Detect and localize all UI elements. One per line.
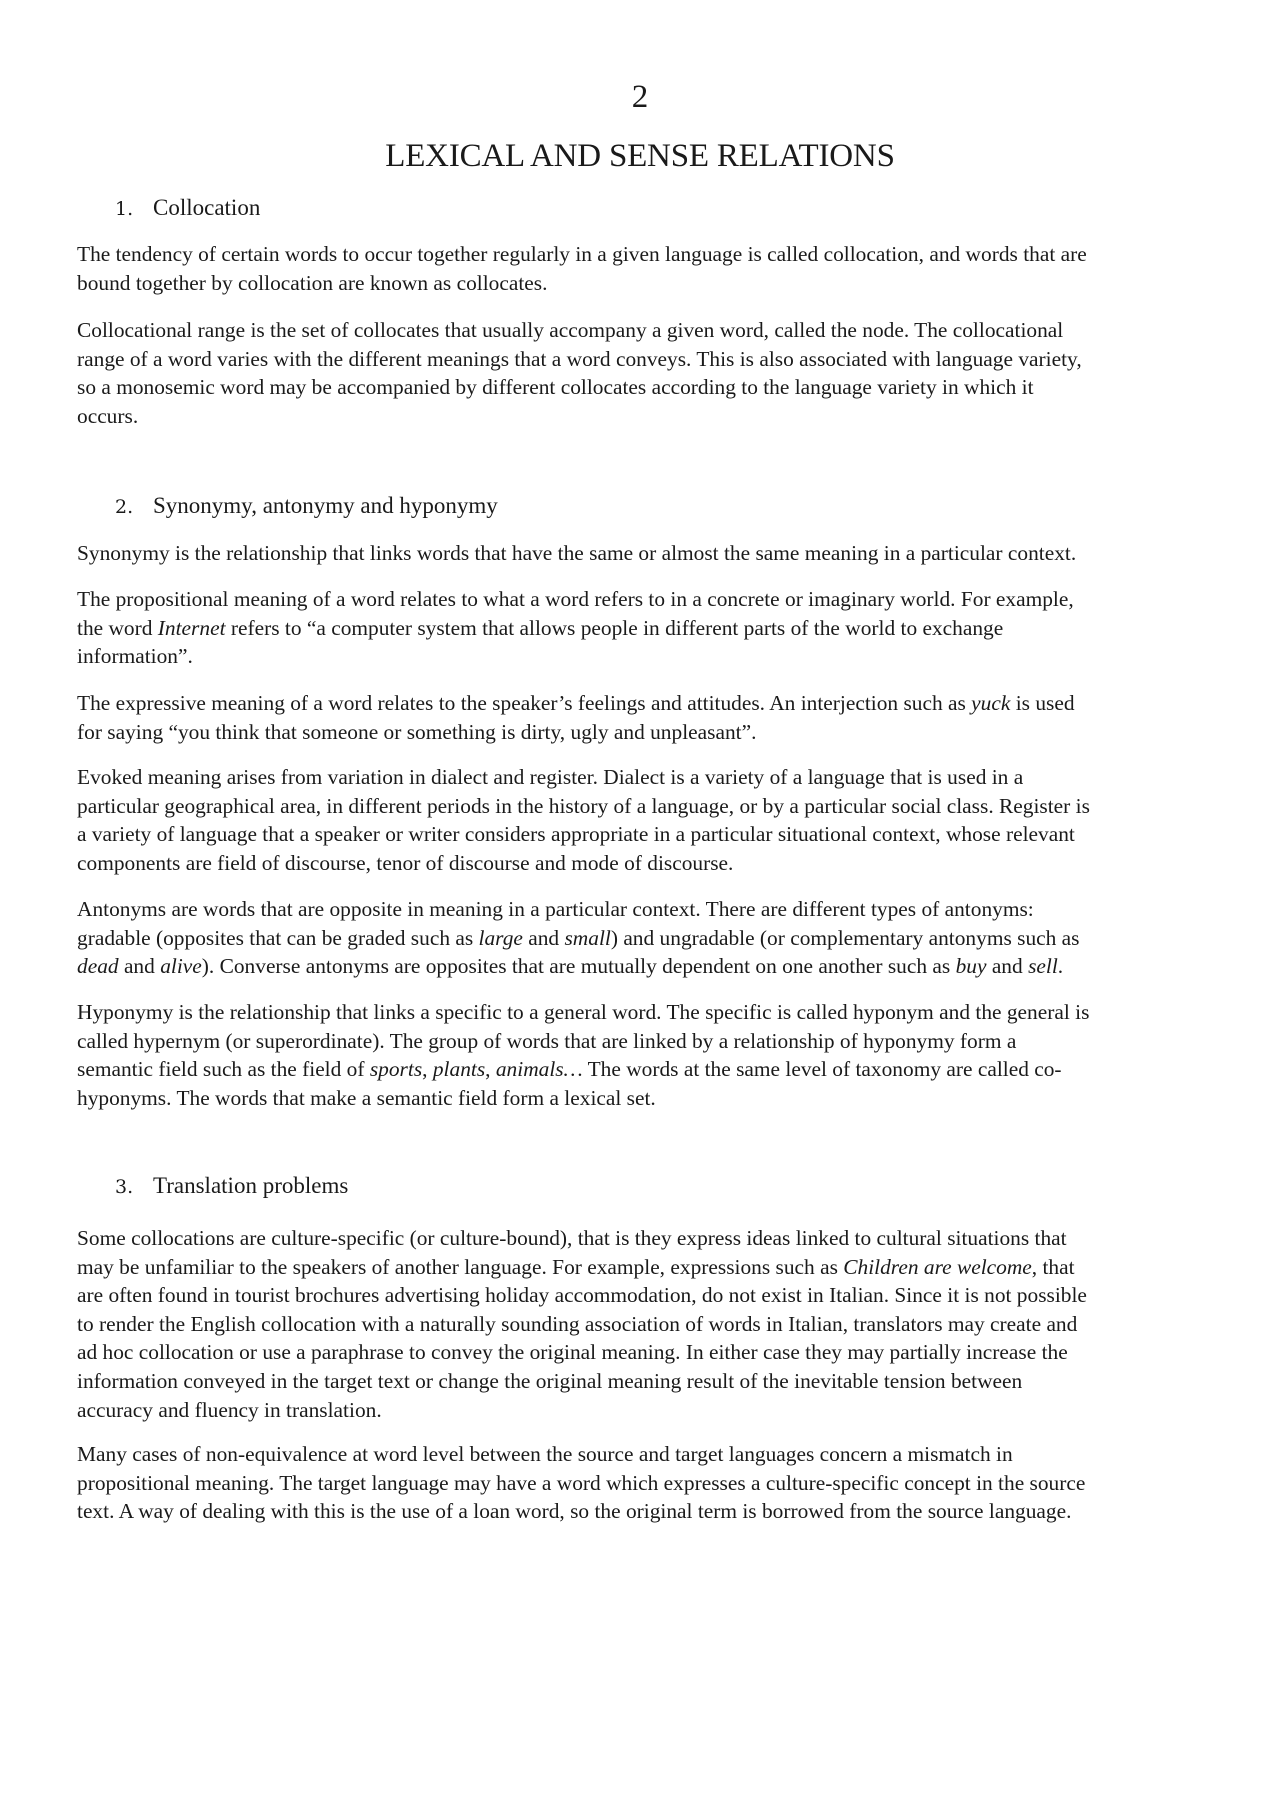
paragraph	[77, 763, 1207, 877]
text-run: information”.	[77, 644, 193, 669]
text-run: components are field of discourse, tenor of discourse and mode of discourse.	[77, 850, 734, 875]
text-line	[77, 792, 1207, 821]
text-run: range of a word varies with the different meanings that a word conveys. This is also associated with language variety,	[77, 346, 1082, 371]
text-run: and	[986, 954, 1029, 979]
text-line	[77, 718, 1207, 747]
text-run: ,	[485, 1057, 496, 1082]
text-line	[77, 998, 1207, 1027]
text-run: information conveyed in the target text or change the original meaning result of the inevitable tension between	[77, 1368, 1023, 1393]
italic-term: plants	[432, 1057, 486, 1082]
text-run: a variety of language that a speaker or writer considers appropriate in a particular situational context, whose relevant	[77, 822, 1075, 847]
text-line	[77, 1281, 1207, 1310]
paragraph	[77, 998, 1207, 1112]
text-run: .	[1057, 954, 1064, 979]
paragraph	[77, 895, 1207, 981]
italic-term: yuck	[971, 691, 1011, 715]
italic-term: small	[564, 925, 611, 950]
text-line	[77, 952, 1207, 981]
text-line	[77, 269, 1207, 298]
text-line	[77, 316, 1207, 345]
paragraph	[77, 316, 1207, 430]
section-title: Translation problems	[153, 1173, 349, 1198]
text-line	[77, 1027, 1207, 1056]
text-run: is used	[1010, 691, 1075, 715]
section-number: 3.	[115, 1176, 134, 1198]
text-line	[77, 849, 1207, 878]
paragraph	[77, 539, 1207, 568]
section-heading-synonymy	[115, 492, 498, 521]
italic-term: dead	[77, 954, 119, 979]
text-run: ,	[422, 1057, 433, 1082]
text-line	[77, 539, 1207, 568]
text-run: ad hoc collocation or use a paraphrase to convey the original meaning. In either case they may partially increase the	[77, 1340, 1068, 1365]
text-run: are often found in tourist brochures advertising holiday accommodation, do not exist in Italian. Since it is not possible	[77, 1283, 1087, 1308]
italic-term: Internet	[157, 615, 226, 640]
text-line	[77, 1338, 1207, 1367]
paragraph	[77, 689, 1207, 746]
text-run: occurs.	[77, 403, 139, 428]
text-line	[77, 240, 1207, 269]
text-run: The words at the same level of taxonomy are called co-	[582, 1057, 1062, 1082]
text-line	[77, 1367, 1207, 1396]
text-run: particular geographical area, in different periods in the history of a language, or by a particular social class. Register is	[77, 793, 1090, 818]
text-run: Evoked meaning arises from variation in dialect and register. Dialect is a variety of a language that is used in a	[77, 765, 1024, 789]
text-run: called hypernym (or superordinate). The group of words that are linked by a relationship of hyponymy form a	[77, 1028, 1017, 1053]
chapter-number: 2	[631, 79, 649, 115]
text-line	[77, 1497, 1207, 1526]
text-line	[77, 689, 1207, 718]
text-run: and	[118, 954, 161, 979]
text-line	[77, 1055, 1207, 1084]
text-run: so a monosemic word may be accompanied by different collocates according to the language variety in which it	[77, 375, 1034, 400]
text-run: bound together by collocation are known as collocates.	[77, 270, 548, 295]
section-title: Collocation	[153, 195, 261, 220]
italic-term: large	[478, 925, 523, 950]
text-run: for saying “you think that someone or something is dirty, ugly and unpleasant”.	[77, 719, 757, 744]
text-run: Hyponymy is the relationship that links a specific to a general word. The specific is called hyponym and the general is	[77, 1000, 1090, 1024]
text-line	[77, 345, 1207, 374]
text-run: may be unfamiliar to the speakers of another language. For example, expressions such as	[77, 1254, 844, 1279]
chapter-title: LEXICAL AND SENSE RELATIONS	[385, 138, 895, 174]
text-line	[77, 1310, 1207, 1339]
paragraph	[77, 1440, 1207, 1526]
text-run: hyponyms. The words that make a semantic field form a lexical set.	[77, 1085, 656, 1110]
text-run: to render the English collocation with a naturally sounding association of words in Italian, translators may create and	[77, 1311, 1078, 1336]
text-line	[77, 1469, 1207, 1498]
paragraph	[77, 1224, 1207, 1424]
text-line	[77, 585, 1207, 614]
text-run: The expressive meaning of a word relates to the speaker’s feelings and attitudes. An interjection such as	[77, 691, 972, 715]
section-heading-translation-problems	[115, 1172, 348, 1201]
italic-term: buy	[955, 954, 987, 979]
text-line	[77, 642, 1207, 671]
text-run: Synonymy is the relationship that links words that have the same or almost the same meaning in a particular context.	[77, 541, 1077, 565]
section-heading-collocation	[115, 194, 260, 223]
text-run: , that	[1031, 1254, 1075, 1279]
text-line	[77, 1253, 1207, 1282]
text-run: ). Converse antonyms are opposites that are mutually dependent on one another such as	[201, 954, 956, 979]
italic-term: sell	[1028, 954, 1058, 979]
paragraph	[77, 585, 1207, 671]
text-run: The tendency of certain words to occur together regularly in a given language is called collocation, and words that are	[77, 242, 1087, 266]
text-run: Many cases of non-equivalence at word level between the source and target languages concern a mismatch in	[77, 1442, 1013, 1466]
text-run: ) and ungradable (or complementary antonyms such as	[610, 925, 1080, 950]
text-line	[77, 1084, 1207, 1113]
text-run: text. A way of dealing with this is the use of a loan word, so the original term is borrowed from the source language.	[77, 1499, 1072, 1524]
text-run: Some collocations are culture-specific (or culture-bound), that is they express ideas linked to cultural situations that	[77, 1226, 1067, 1250]
section-number: 2.	[115, 496, 134, 518]
text-run: semantic field such as the field of	[77, 1057, 370, 1082]
text-run: Collocational range is the set of collocates that usually accompany a given word, called the node. The collocational	[77, 318, 1064, 342]
paragraph	[77, 240, 1207, 297]
text-line	[77, 373, 1207, 402]
text-run: Antonyms are words that are opposite in meaning in a particular context. There are different types of antonyms:	[77, 897, 1034, 921]
italic-term: sports	[369, 1057, 423, 1082]
italic-term: Children are welcome	[843, 1254, 1032, 1279]
text-line	[77, 402, 1207, 431]
text-line	[77, 820, 1207, 849]
text-line	[77, 1224, 1207, 1253]
text-line	[77, 895, 1207, 924]
text-line	[77, 1440, 1207, 1469]
section-title: Synonymy, antonymy and hyponymy	[153, 493, 498, 518]
text-run: gradable (opposites that can be graded such as	[77, 925, 479, 950]
text-line	[77, 1396, 1207, 1425]
text-run: the word	[77, 615, 158, 640]
text-run: propositional meaning. The target language may have a word which expresses a culture-specific concept in the source	[77, 1470, 1086, 1495]
text-run: and	[522, 925, 565, 950]
text-line	[77, 614, 1207, 643]
italic-term: animals…	[495, 1057, 583, 1082]
text-line	[77, 924, 1207, 953]
text-line	[77, 763, 1207, 792]
text-run: accuracy and fluency in translation.	[77, 1397, 382, 1422]
text-run: The propositional meaning of a word relates to what a word refers to in a concrete or imaginary world. For example,	[77, 587, 1074, 611]
section-number: 1.	[115, 198, 134, 220]
text-run: refers to “a computer system that allows people in different parts of the world to exchange	[225, 615, 1004, 640]
italic-term: alive	[160, 954, 202, 979]
